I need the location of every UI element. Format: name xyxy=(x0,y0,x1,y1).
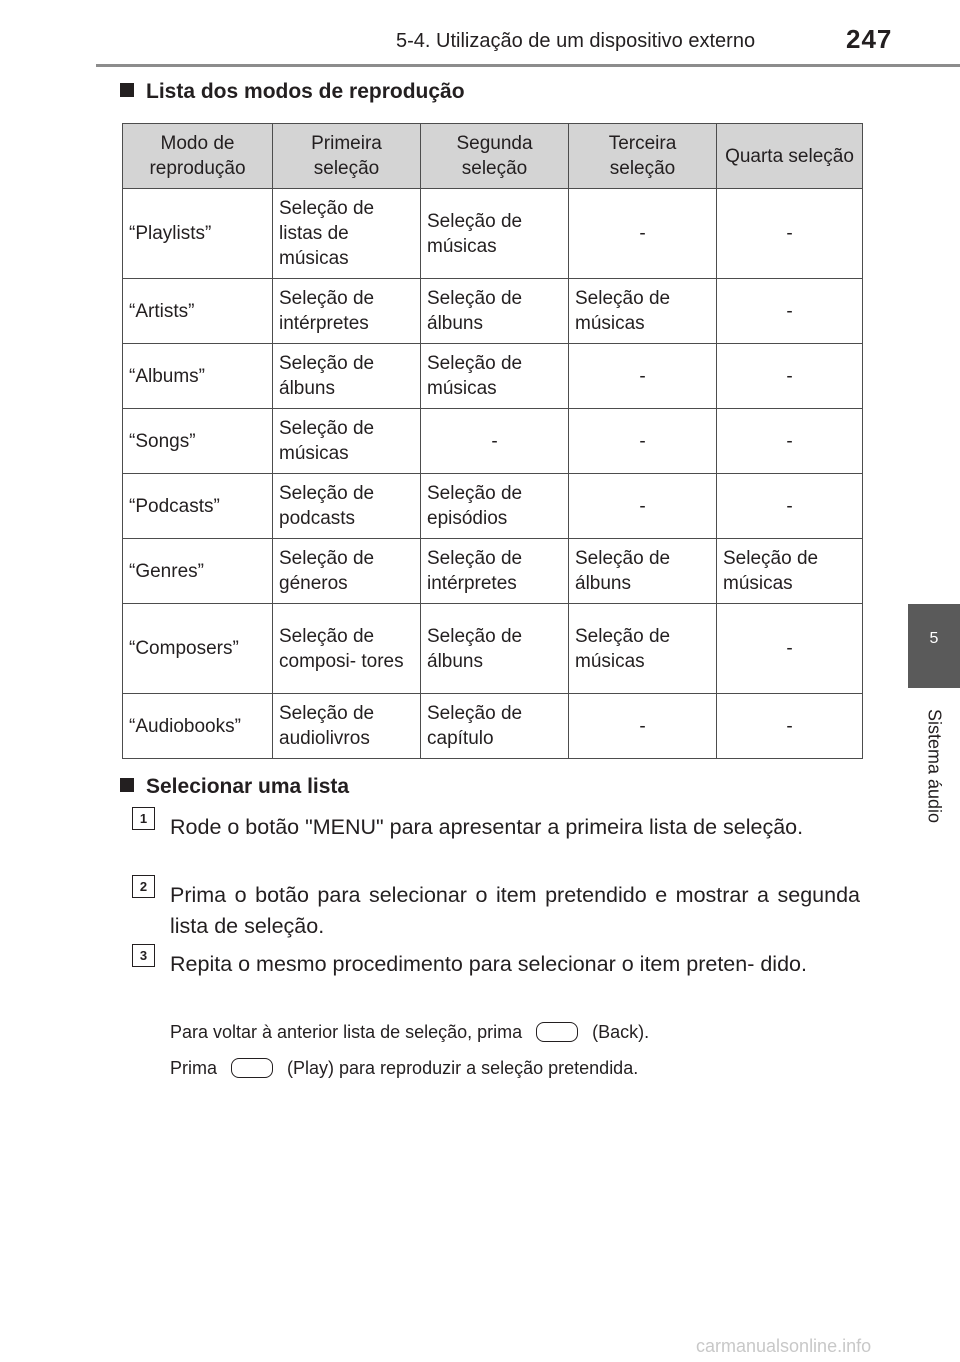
square-bullet-icon xyxy=(120,83,134,97)
table-cell: - xyxy=(717,409,863,474)
table-cell: “Podcasts” xyxy=(123,474,273,539)
column-header: Quarta seleção xyxy=(717,124,863,189)
table-cell: Seleção de géneros xyxy=(273,539,421,604)
table-cell: “Composers” xyxy=(123,604,273,694)
table-row xyxy=(123,344,863,409)
table-row xyxy=(123,604,863,694)
header-divider xyxy=(96,64,960,67)
step-text: Repita o mesmo procedimento para selecionar o item preten- dido. xyxy=(170,952,807,976)
column-header: Segunda seleção xyxy=(421,124,569,189)
table-cell: “Genres” xyxy=(123,539,273,604)
table-row xyxy=(123,694,863,759)
table-cell: Seleção de álbuns xyxy=(273,344,421,409)
step-2 xyxy=(132,880,860,942)
column-header: Terceira seleção xyxy=(569,124,717,189)
table-cell: - xyxy=(569,474,717,539)
table-cell: - xyxy=(569,189,717,279)
table-cell: Seleção de álbuns xyxy=(421,279,569,344)
note-text: (Play) para reproduzir a seleção pretendida. xyxy=(287,1058,639,1078)
column-header: Modo de reprodução xyxy=(123,124,273,189)
table-cell: Seleção de audiolivros xyxy=(273,694,421,759)
table-row xyxy=(123,189,863,279)
table-cell: Seleção de episódios xyxy=(421,474,569,539)
note-text: Para voltar à anterior lista de seleção, prima xyxy=(170,1022,523,1042)
table-cell: Seleção de podcasts xyxy=(273,474,421,539)
table-cell: Seleção de músicas xyxy=(421,189,569,279)
chapter-tab-label: Sistema áudio xyxy=(924,708,945,824)
table-cell: “Artists” xyxy=(123,279,273,344)
page-number: 247 xyxy=(846,24,893,54)
table-cell: Seleção de músicas xyxy=(569,604,717,694)
playback-modes-table xyxy=(122,123,863,759)
play-button-icon xyxy=(231,1058,273,1078)
table-cell: Seleção de álbuns xyxy=(569,539,717,604)
table-header-row xyxy=(123,124,863,189)
step-number-badge: 1 xyxy=(132,807,155,830)
table-cell: - xyxy=(717,279,863,344)
table-row xyxy=(123,474,863,539)
table-cell: Seleção de álbuns xyxy=(421,604,569,694)
note-text: Prima xyxy=(170,1058,218,1078)
section-heading-text: Selecionar uma lista xyxy=(146,775,350,798)
step-text: Prima o botão para selecionar o item pretendido e mostrar a segunda lista de seleção. xyxy=(170,883,860,938)
table-cell: Seleção de músicas xyxy=(569,279,717,344)
chapter-tab-number: 5 xyxy=(929,630,939,647)
table-cell: - xyxy=(569,409,717,474)
table-row xyxy=(123,409,863,474)
table-cell: Seleção de músicas xyxy=(717,539,863,604)
table-row xyxy=(123,279,863,344)
watermark: carmanualsonline.info xyxy=(696,1336,872,1356)
table-cell: - xyxy=(717,474,863,539)
table-cell: - xyxy=(421,409,569,474)
step-1 xyxy=(132,812,860,843)
table-cell: - xyxy=(717,344,863,409)
back-button-icon xyxy=(536,1022,578,1042)
table-cell: “Playlists” xyxy=(123,189,273,279)
section-heading-modes xyxy=(120,80,465,104)
table-cell: Seleção de listas de músicas xyxy=(273,189,421,279)
table-cell: “Albums” xyxy=(123,344,273,409)
table-cell: Seleção de composi- tores xyxy=(273,604,421,694)
table-cell: Seleção de músicas xyxy=(421,344,569,409)
table-cell: - xyxy=(717,604,863,694)
table-cell: Seleção de músicas xyxy=(273,409,421,474)
note-play xyxy=(170,1058,638,1079)
header-title: 5-4. Utilização de um dispositivo externo xyxy=(396,30,756,52)
section-heading-select-list xyxy=(120,775,349,799)
table-cell: - xyxy=(717,694,863,759)
table-cell: “Audiobooks” xyxy=(123,694,273,759)
square-bullet-icon xyxy=(120,778,134,792)
step-3 xyxy=(132,949,860,980)
table-cell: Seleção de intérpretes xyxy=(273,279,421,344)
note-back xyxy=(170,1022,649,1043)
table-cell: “Songs” xyxy=(123,409,273,474)
step-text: Rode o botão "MENU" para apresentar a primeira lista de seleção. xyxy=(170,815,804,839)
table-cell: - xyxy=(717,189,863,279)
table-cell: - xyxy=(569,344,717,409)
column-header: Primeira seleção xyxy=(273,124,421,189)
note-text: (Back). xyxy=(592,1022,650,1042)
table-cell: Seleção de intérpretes xyxy=(421,539,569,604)
section-heading-text: Lista dos modos de reprodução xyxy=(146,80,465,103)
table-cell: - xyxy=(569,694,717,759)
step-number-badge: 2 xyxy=(132,875,155,898)
step-number-badge: 3 xyxy=(132,944,155,967)
table-row xyxy=(123,539,863,604)
table-cell: Seleção de capítulo xyxy=(421,694,569,759)
